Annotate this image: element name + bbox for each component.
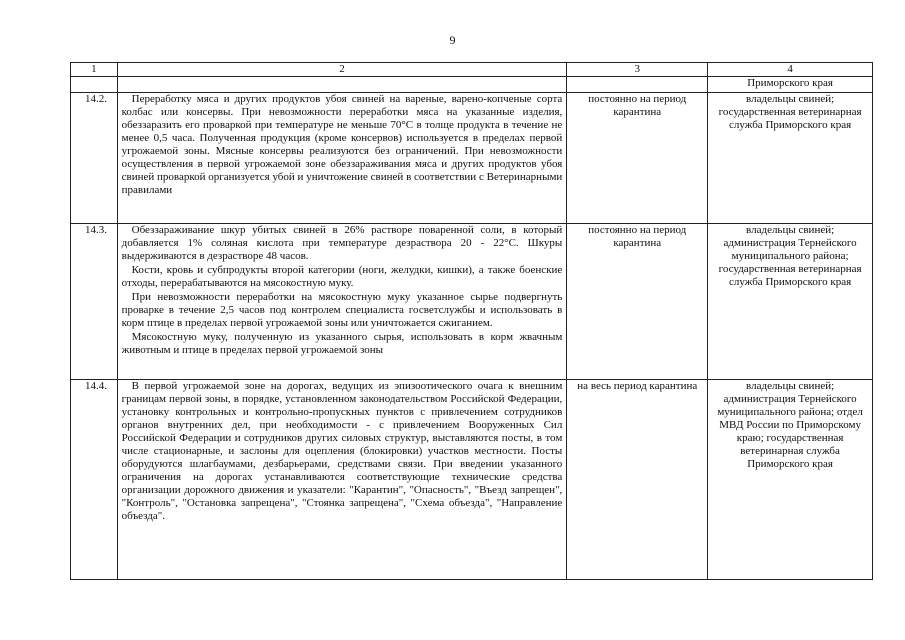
table-row [71,93,873,224]
column-header-row [71,63,873,77]
row-term: постоянно на период карантина [567,224,708,380]
table-row [71,224,873,380]
row-number: 14.3. [71,224,118,380]
column-header-3: 3 [567,63,708,77]
page-number: 9 [449,33,456,47]
continued-executor: Приморского края [708,77,873,93]
action-paragraph: Мясокостную муку, полученную из указанного сырья, использовать в корм жвачным животным и птице в пределах первой угрожаемой зоны [121,331,563,356]
row-term: на весь период карантина [567,380,708,580]
measures-table [70,62,873,580]
row-executor: владельцы свиней; государственная ветеринарная служба Приморского края [708,93,873,224]
row-term: постоянно на период карантина [567,93,708,224]
action-paragraph: Кости, кровь и субпродукты второй категории (ноги, желудки, кишки), а также боенские отходы, перерабатываются на мясокостную муку. [121,264,563,289]
row-action [117,224,567,380]
table-row [71,380,873,580]
action-paragraph: Переработку мяса и других продуктов убоя свиней на вареные, варено-копченые сорта колбас или консервы. При невозможности переработки мяса на указанные изделия, обеззаразить его проваркой при температуре не меньше 70°С в толще продукта в течение не менее 0,5 часа. Полученная продукция (кроме консервов) используется в пределах первой угрожаемой зоны. Мясные консервы реализуются без ограничений. При невозможности осуществления в первой угрожаемой зоне обеззараживания мяса и других продуктов убоя свиней проваркой организуется убой и уничтожение свиней в соответствии с Ветеринарными правилами [121,93,563,196]
row-number: 14.2. [71,93,118,224]
row-executor: владельцы свиней; администрация Тернейского муниципального района; государственная ветеринарная служба Приморского края [708,224,873,380]
action-paragraph: Обеззараживание шкур убитых свиней в 26% растворе поваренной соли, в который добавляется 1% соляная кислота при температуре дезраствора 20 - 22°С. Шкуры выдерживаются в дезрастворе 48 часов. [121,224,563,262]
column-header-1: 1 [71,63,118,77]
column-header-2: 2 [117,63,567,77]
column-header-4: 4 [708,63,873,77]
row-executor: владельцы свиней; администрация Тернейского муниципального района; отдел МВД России по Приморскому краю; государственная ветеринарная служба Приморского края [708,380,873,580]
row-action [117,380,567,580]
action-paragraph: В первой угрожаемой зоне на дорогах, ведущих из эпизоотического очага к внешним границам первой зоны, в порядке, установленном законодательством Российской Федерации, установку контрольных и контрольно-пропускных пунктов с привлечением сотрудников органов внутренних дел, при необходимости - с привлечением Вооруженных Сил Российской Федерации и сотрудников других силовых структур, выставляются посты, в том числе стационарные, и заслоны для оцепления (блокировки) участков местности. Посты оборудуются шлагбаумами, дезбарьерами, средствами связи. При введении указанного ограничения на дорогах устанавливаются соответствующие технические средства организации дорожного движения и указатели: "Карантин", "Опасность", "Въезд запрещен", "Контроль", "Остановка запрещена", "Стоянка запрещена", "Схема объезда", "Направление объезда". [121,380,563,522]
continuation-row [71,77,873,93]
row-number: 14.4. [71,380,118,580]
row-action [117,93,567,224]
action-paragraph: При невозможности переработки на мясокостную муку указанное сырье подвергнуть проварке в течение 2,5 часов под контролем специалиста госветслужбы и использовать в корм птице в пределах первой угрожаемой зоны или уничтожается сжиганием. [121,291,563,329]
